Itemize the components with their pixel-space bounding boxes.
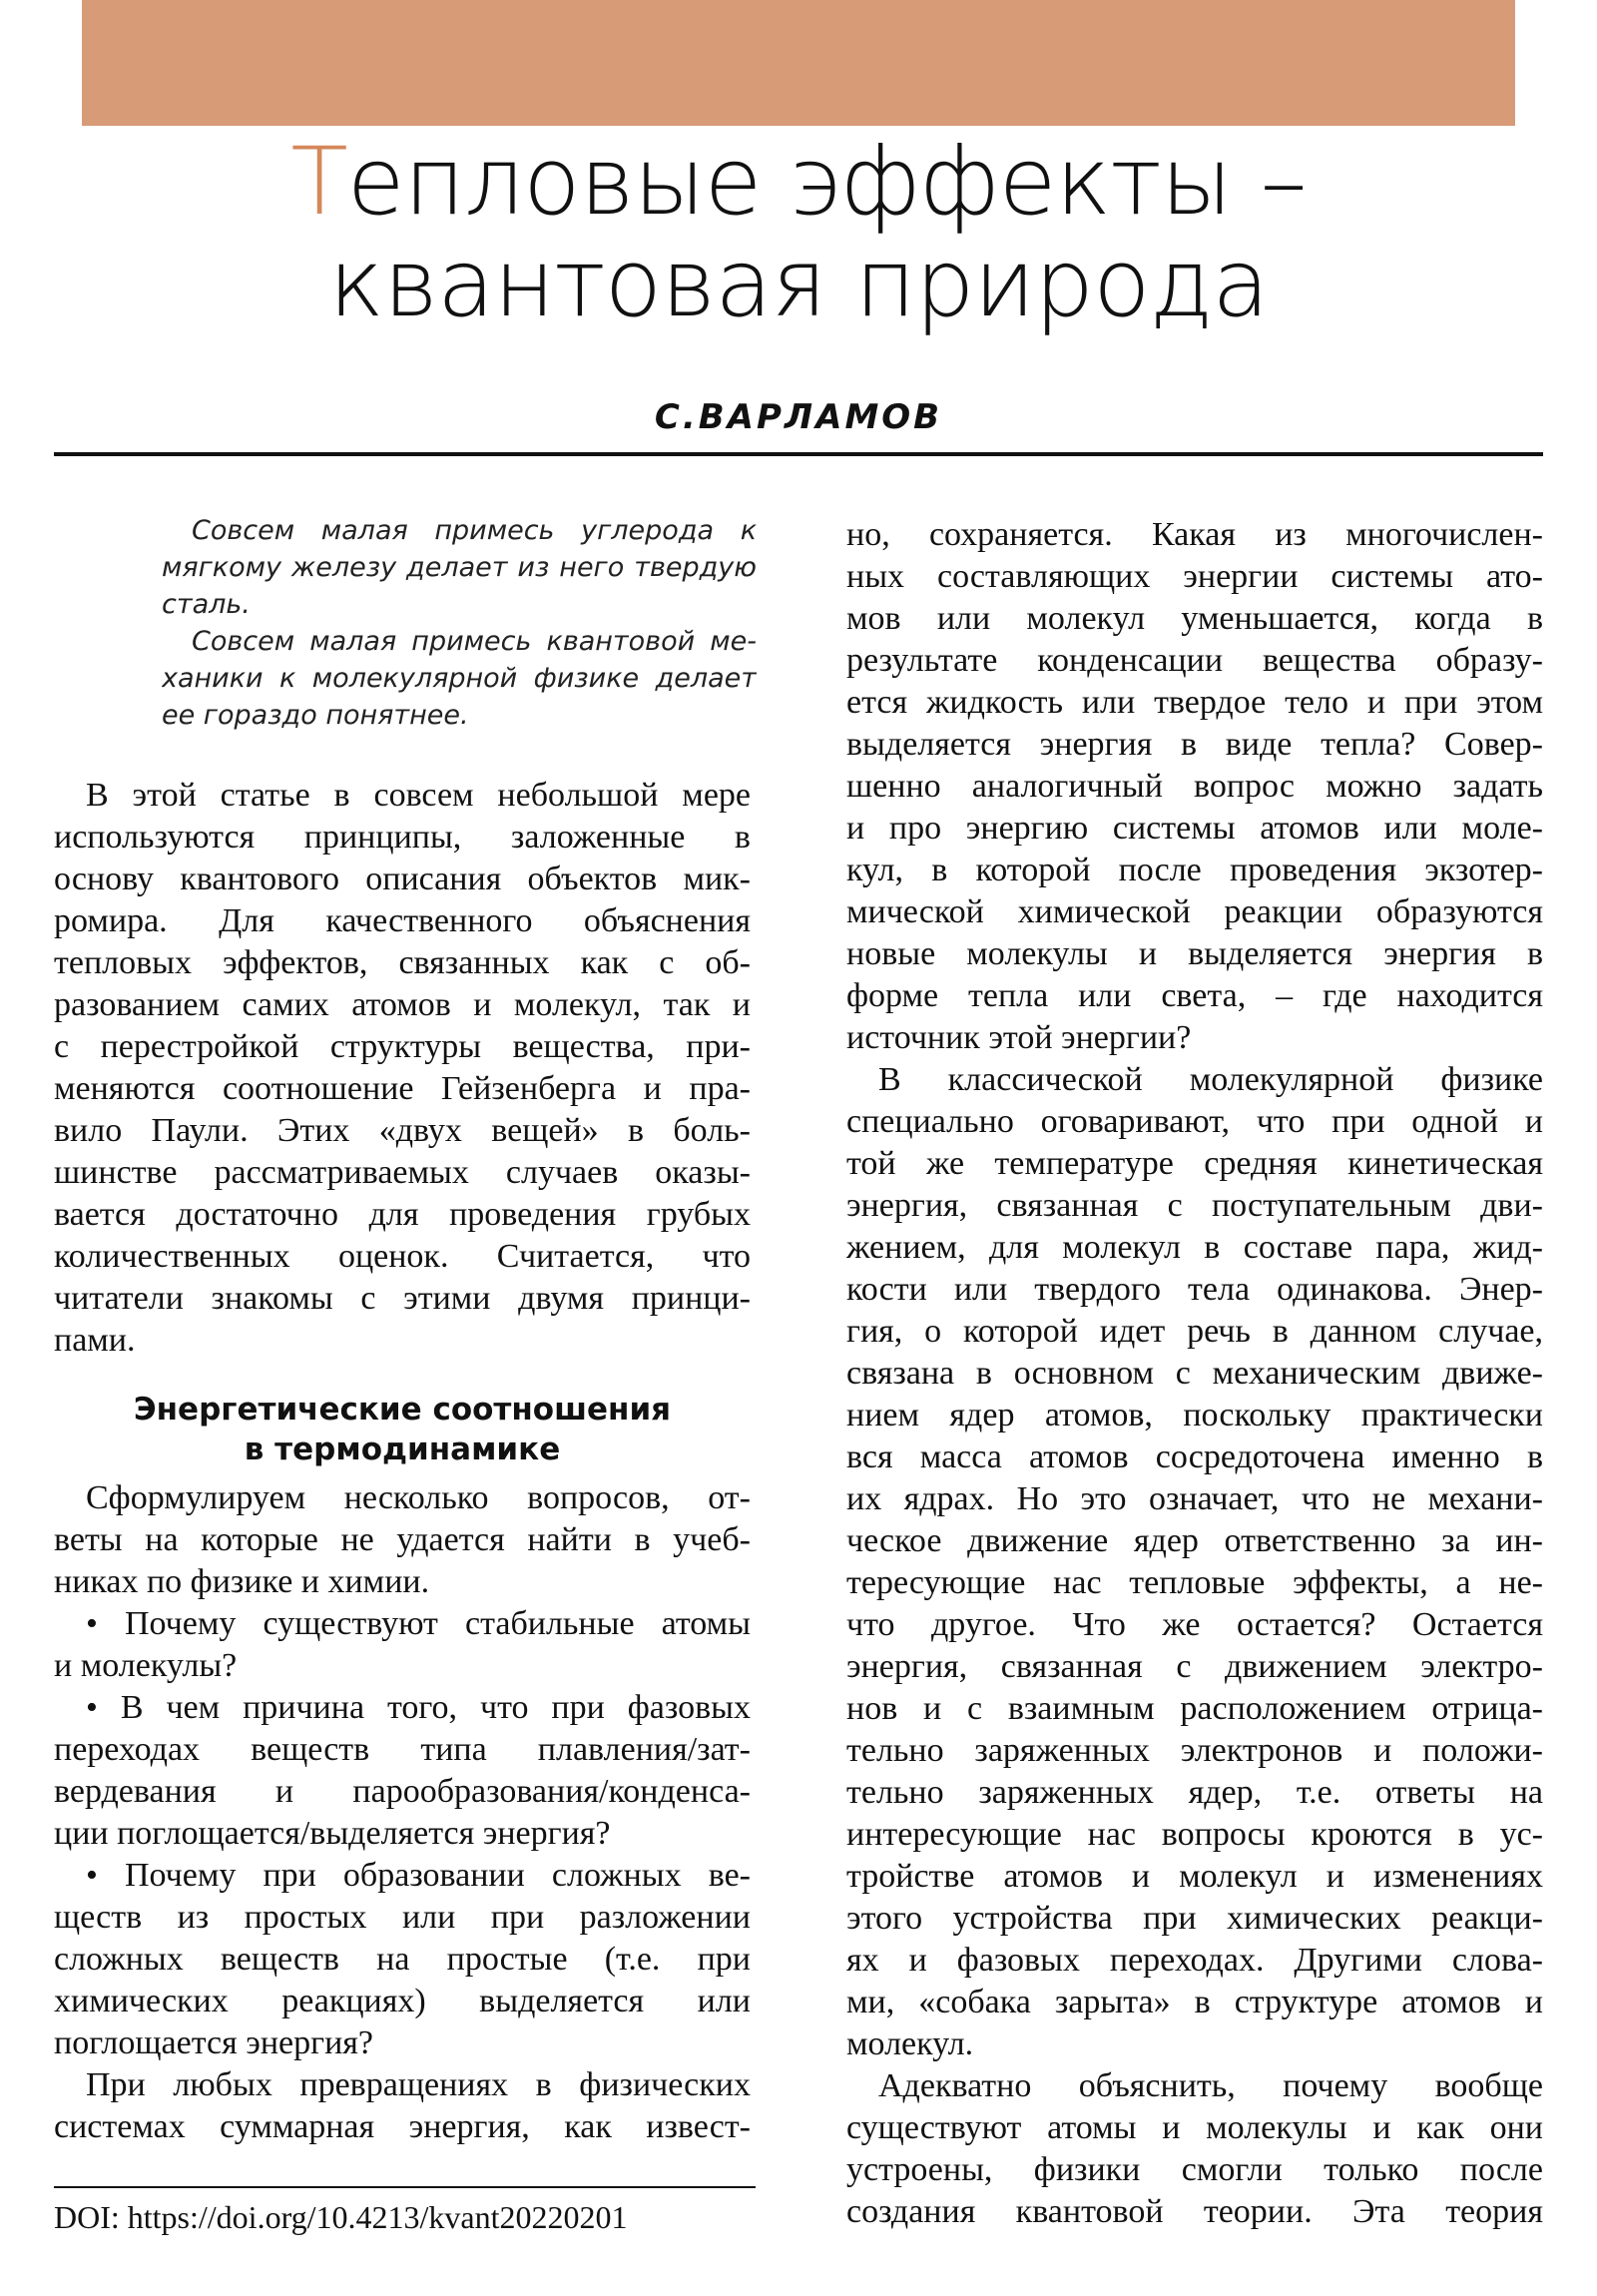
text-line: читатели знакомы с этими двумя принци- [54,1280,751,1317]
bullet-line: сложных веществ на простые (т.е. при [54,1941,751,1978]
header-banner [82,0,1515,126]
text-line: В классической молекулярной физике [878,1061,1543,1098]
bullet-line: • Почему при образовании сложных ве- [86,1857,751,1894]
text-line: специально оговаривают, что при одной и [846,1103,1543,1140]
title-line-2: квантовая природа [328,230,1269,338]
bullet-line: и молекулы? [54,1647,238,1684]
text-line: ми, «собака зарыта» в структуре атомов и [846,1984,1543,2020]
text-line: жением, для молекул в составе пара, жид- [846,1229,1543,1266]
text-line: энергия, связанная с движением электро- [846,1648,1543,1685]
doi-link[interactable]: DOI: https://doi.org/10.4213/kvant20220201 [54,2199,628,2235]
title-initial-letter: Т [290,128,347,237]
text-line: создания квантовой теории. Эта теория [846,2193,1543,2230]
epigraph-line: мягкому железу делает из него твердую [162,552,757,583]
text-line: устроены, физики смогли только после [846,2151,1543,2188]
text-line: ческое движение ядер ответственно за ин- [846,1522,1543,1559]
text-line: веты на которые не удается найти в учеб- [54,1521,751,1558]
text-line: существуют атомы и молекулы и как они [846,2109,1543,2146]
header-rule [54,452,1543,456]
section-heading-line: Энергетические соотношения [133,1392,672,1428]
text-line: пами. [54,1322,136,1359]
text-line: ях и фазовых переходах. Другими слова- [846,1942,1543,1979]
epigraph-line: Совсем малая примесь квантовой ме- [192,626,757,657]
text-line: кости или твердого тела одинакова. Энер- [846,1271,1543,1308]
bullet-line: поглощается энергия? [54,2024,373,2061]
text-line: тельно заряженных ядер, т.е. ответы на [846,1774,1543,1811]
text-line: шенно аналогичный вопрос можно задать [846,768,1543,805]
text-line: мической химической реакции образуются [846,893,1543,930]
author-name: С.ВАРЛАМОВ [654,397,943,437]
epigraph-line: сталь. [162,589,251,620]
text-line: вся масса атомов сосредоточена именно в [846,1438,1543,1475]
bullet-line: вердевания и парообразования/конденса- [54,1773,751,1810]
text-line: но, сохраняется. Какая из многочислен- [846,516,1543,553]
text-line: гия, о которой идет речь в данном случае, [846,1313,1543,1350]
text-line: ется жидкость или твердое тело и при этом [846,684,1543,721]
left-column-intro [54,775,751,1362]
text-line: их ядрах. Но это означает, что не механи- [846,1480,1543,1517]
text-line: связана в основном с механическим движе- [846,1355,1543,1392]
bullet-line: • В чем причина того, что при фазовых [86,1689,751,1726]
bullet-line: переходах веществ типа плавления/зат- [54,1731,751,1768]
title-line-1-rest: епловые эффекты – [346,128,1307,237]
epigraph-line: ханики к молекулярной физике делает [162,663,757,694]
right-column [846,514,1543,2233]
bullet-line: • Почему существуют стабильные атомы [86,1605,751,1642]
text-line: тересующие нас тепловые эффекты, а не- [846,1564,1543,1601]
text-line: тепловых эффектов, связанных как с об- [54,944,751,981]
bullet-line: ции поглощается/выделяется энергия? [54,1815,611,1852]
text-line: тройстве атомов и молекул и изменениях [846,1858,1543,1895]
text-line: системах суммарная энергия, как извест- [54,2108,751,2145]
text-line: шинстве рассматриваемых случаев оказы- [54,1154,751,1191]
epigraph [162,512,757,734]
text-line: вается достаточно для проведения грубых [54,1196,751,1233]
text-line: и про энергию системы атомов или моле- [846,810,1543,847]
text-line: интересующие нас вопросы кроются в ус- [846,1816,1543,1853]
text-line: вило Паули. Этих «двух вещей» в боль- [54,1112,751,1149]
left-column-body [54,1477,751,2148]
text-line: что другое. Что же остается? Остается [846,1606,1543,1643]
text-line: нов и с взаимным расположением отрица- [846,1690,1543,1727]
text-line: используются принципы, заложенные в [54,819,751,856]
text-line: Адекватно объяснить, почему вообще [878,2067,1543,2104]
title-line-1 [0,128,1597,237]
text-line: источник этой энергии? [846,1019,1192,1056]
section-heading [54,1390,751,1469]
text-line: молекул. [846,2025,974,2062]
text-line: с перестройкой структуры вещества, при- [54,1028,751,1065]
footnote-rule [54,2186,756,2188]
epigraph-line: ее гораздо понятнее. [162,700,469,731]
text-line: нием ядер атомов, поскольку практически [846,1397,1543,1434]
bullet-line: ществ из простых или при разложении [54,1899,751,1936]
text-line: выделяется энергия в виде тепла? Совер- [846,726,1543,763]
text-line: новые молекулы и выделяется энергия в [846,935,1543,972]
text-line: разованием самих атомов и молекул, так и [54,986,751,1023]
article-title [0,128,1597,338]
text-line: форме тепла или света, – где находится [846,977,1543,1014]
text-line: Сформулируем несколько вопросов, от- [86,1479,751,1516]
text-line: этого устройства при химических реакци- [846,1900,1543,1937]
text-line: энергия, связанная с поступательным дви- [846,1187,1543,1224]
text-line: В этой статье в совсем небольшой мере [86,777,751,814]
text-line: меняются соотношение Гейзенберга и пра- [54,1070,751,1107]
text-line: ромира. Для качественного объяснения [54,902,751,939]
text-line: никах по физике и химии. [54,1563,430,1600]
text-line: количественных оценок. Считается, что [54,1238,751,1275]
text-line: мов или молекул уменьшается, когда в [846,600,1543,637]
epigraph-line: Совсем малая примесь углерода к [192,515,757,546]
text-line: той же температуре средняя кинетическая [846,1145,1543,1182]
text-line: кул, в которой после проведения экзотер- [846,852,1543,888]
text-line: При любых превращениях в физических [86,2066,751,2103]
bullet-line: химических реакциях) выделяется или [54,1983,751,2019]
text-line: ных составляющих энергии системы ато- [846,558,1543,595]
text-line: основу квантового описания объектов мик- [54,861,751,897]
text-line: тельно заряженных электронов и положи- [846,1732,1543,1769]
text-line: результате конденсации вещества образу- [846,642,1543,679]
section-heading-line: в термодинамике [244,1432,561,1467]
